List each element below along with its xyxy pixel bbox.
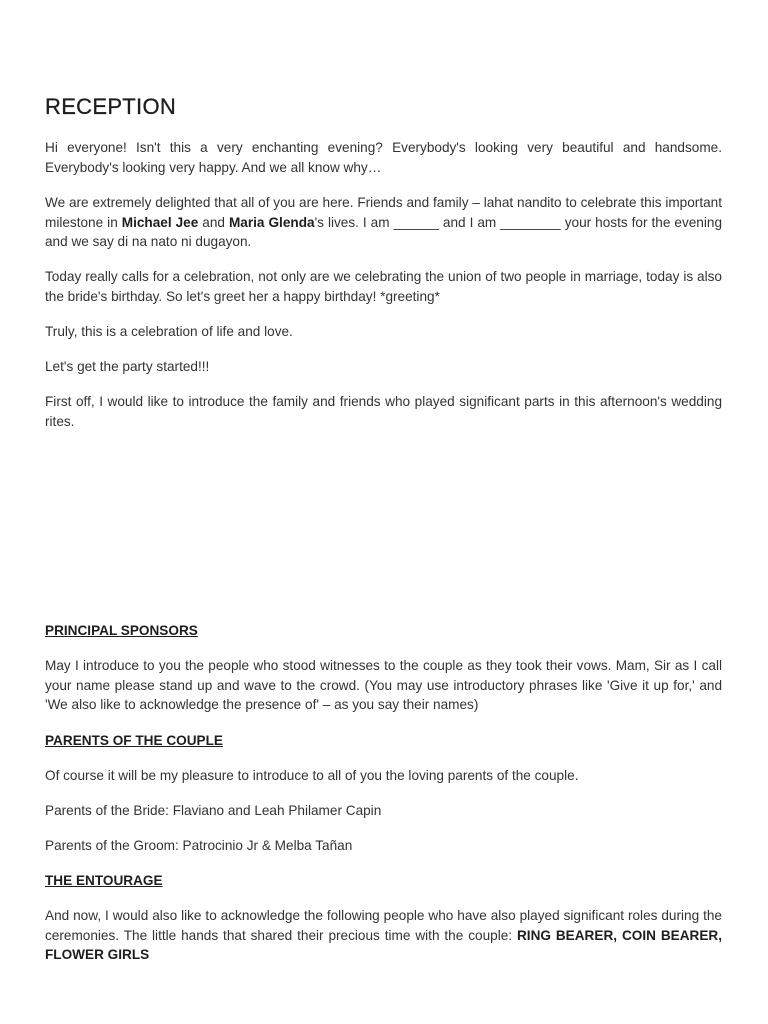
- parents-bride: [45, 801, 722, 821]
- paragraph-parents-intro: Of course it will be my pleasure to introduce to all of you the loving parents of the couple.: [45, 768, 579, 783]
- section-principal-sponsors: [45, 621, 722, 640]
- heading-entourage: THE ENTOURAGE: [45, 873, 163, 888]
- paragraph-party-started: Let's get the party started!!!: [45, 359, 210, 374]
- paragraph-welcome: [45, 193, 722, 252]
- entourage-body: [45, 906, 722, 965]
- heading-principal-sponsors: PRINCIPAL SPONSORS: [45, 623, 198, 638]
- groom-name: Michael Jee: [121, 214, 199, 230]
- entourage-text: And now, I would also like to acknowledge the following people who have also played significant roles during the ceremonies. The little hands that shared their precious time with the couple:: [45, 908, 722, 943]
- welcome-text-and: and: [198, 214, 229, 230]
- paragraph-introduce-family: First off, I would like to introduce the family and friends who played significant parts in this afternoon's wedding rites.: [45, 394, 722, 429]
- paragraph-life-and-love: Truly, this is a celebration of life and love.: [45, 324, 293, 339]
- intro-welcome: [45, 193, 722, 252]
- section-entourage: [45, 871, 722, 890]
- parents-intro: [45, 766, 722, 786]
- paragraph-parents-groom: Parents of the Groom: Patrocinio Jr & Melba Tañan: [45, 838, 353, 853]
- welcome-text-end: 's lives. I am ______ and I am ________ your hosts for the evening and we say di na nato ni dugayon.: [45, 214, 723, 249]
- heading-parents-of-couple: PARENTS OF THE COUPLE: [45, 733, 223, 748]
- paragraph-sponsors: May I introduce to you the people who stood witnesses to the couple as they took their vows. Mam, Sir as I call your name please stand up and wave to the crowd. (You may use introductory phrases like 'Give it up for,' and 'We also like to acknowledge the presence of' – as you say their names): [45, 658, 722, 712]
- parents-groom: [45, 836, 722, 856]
- paragraph-parents-bride: Parents of the Bride: Flaviano and Leah Philamer Capin: [45, 803, 382, 818]
- intro-first-off: [45, 392, 722, 431]
- intro-truly: [45, 322, 722, 342]
- intro-party: [45, 357, 722, 377]
- welcome-text-start: We are extremely delighted that all of you are here. Friends and family – lahat nandito to celebrate this important milestone in: [45, 195, 722, 230]
- intro-celebration: [45, 267, 722, 306]
- intro-greeting: [45, 138, 722, 177]
- paragraph-greeting: Hi everyone! Isn't this a very enchanting evening? Everybody's looking very beautiful and handsome. Everybody's looking very happy. And we all know why…: [45, 140, 722, 175]
- section-parents: [45, 731, 722, 750]
- sponsors-body: [45, 656, 722, 715]
- entourage-roles: RING BEARER, COIN BEARER, FLOWER GIRLS: [45, 927, 723, 962]
- paragraph-celebration: Today really calls for a celebration, not only are we celebrating the union of two people in marriage, today is also the bride's birthday. So let's greet her a happy birthday! *greeting*: [45, 269, 722, 304]
- paragraph-entourage: [45, 906, 722, 965]
- page-title: RECEPTION: [45, 94, 177, 119]
- bride-name: Maria Glenda: [228, 214, 315, 230]
